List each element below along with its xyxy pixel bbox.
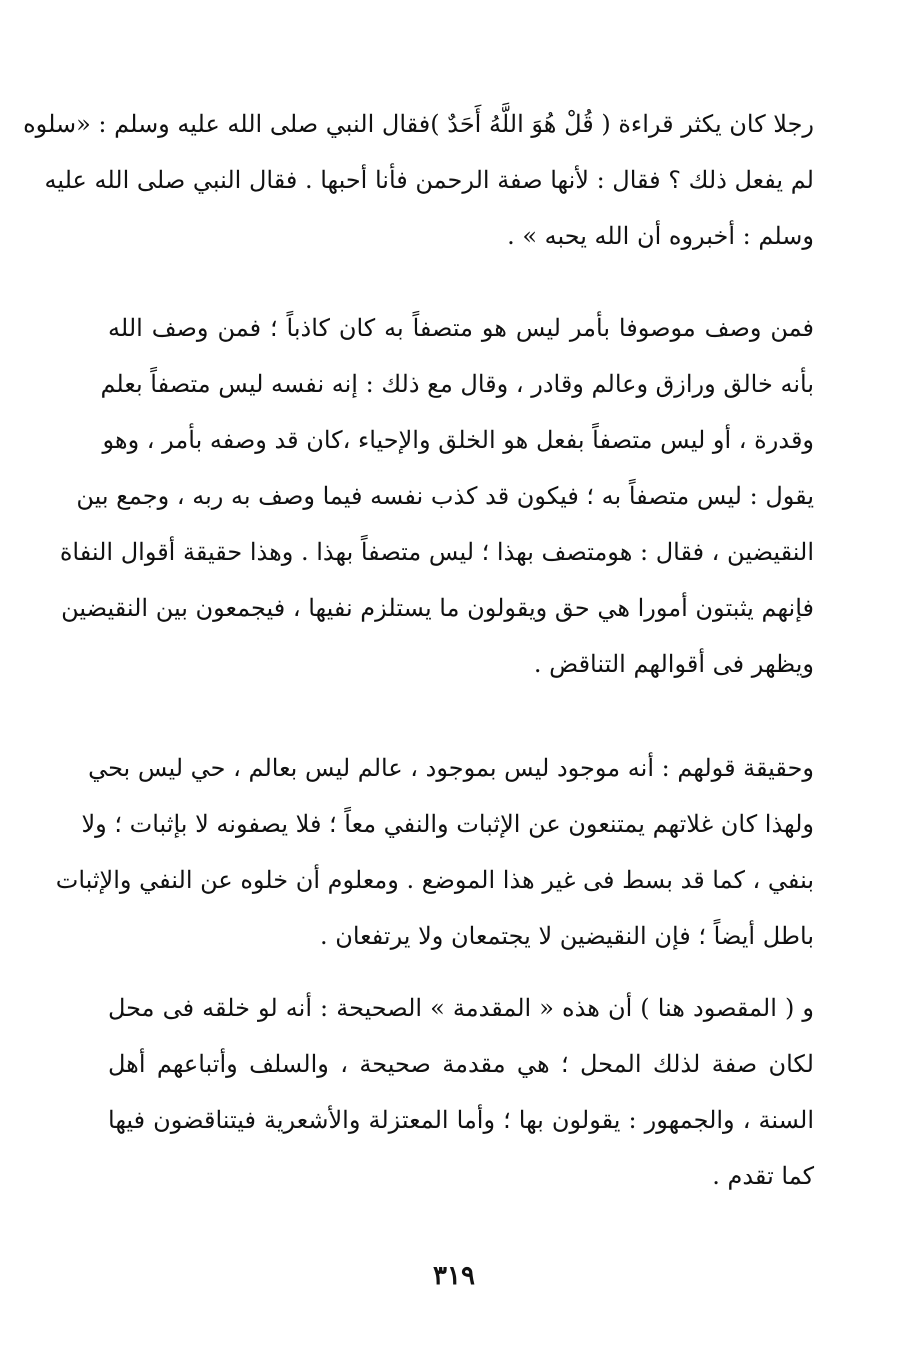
text-line: لكان صفة لذلك المحل ؛ هي مقدمة صحيحة ، والسلف وأتباعهم أهل xyxy=(108,1050,814,1078)
text-line: باطل أيضاً ؛ فإن النقيضين لا يجتمعان ولا يرتفعان . xyxy=(319,922,814,950)
paragraph-4 xyxy=(108,980,814,1204)
text-line: وحقيقة قولهم : أنه موجود ليس بموجود ، عالم ليس بعالم ، حي ليس بحي xyxy=(88,754,814,782)
text-line: رجلا كان يكثر قراءة ( قُلْ هُوَ اللَّهُ أَحَدٌ )فقال النبي صلى الله عليه وسلم : «سلوه xyxy=(23,110,814,138)
text-line: بأنه خالق ورازق وعالم وقادر ، وقال مع ذلك : إنه نفسه ليس متصفاً بعلم xyxy=(100,370,814,398)
text-line: وسلم : أخبروه أن الله يحبه » . xyxy=(507,222,814,250)
page-number: ٣١٩ xyxy=(433,1261,475,1291)
text-line: كما تقدم . xyxy=(712,1162,814,1190)
text-line: ولهذا كان غلاتهم يمتنعون عن الإثبات والنفي معاً ؛ فلا يصفونه لا بإثبات ؛ ولا xyxy=(81,810,814,838)
text-line: النقيضين ، فقال : هومتصف بهذا ؛ ليس متصفاً بهذا . وهذا حقيقة أقوال النفاة xyxy=(59,538,814,566)
text-line: لم يفعل ذلك ؟ فقال : لأنها صفة الرحمن فأنا أحبها . فقال النبي صلى الله عليه xyxy=(44,166,814,194)
text-line: فإنهم يثبتون أمورا هي حق ويقولون ما يستلزم نفيها ، فيجمعون بين النقيضين xyxy=(61,594,814,622)
text-line: يقول : ليس متصفاً به ؛ فيكون قد كذب نفسه فيما وصف به ربه ، وجمع بين xyxy=(76,482,814,510)
text-line: ويظهر فى أقوالهم التناقض . xyxy=(533,650,814,678)
text-line: وقدرة ، أو ليس متصفاً بفعل هو الخلق والإحياء ،كان قد وصفه بأمر ، وهو xyxy=(102,426,814,454)
paragraph-2 xyxy=(59,300,814,692)
text-line: السنة ، والجمهور : يقولون بها ؛ وأما المعتزلة والأشعرية فيتناقضون فيها xyxy=(108,1106,814,1134)
text-line: بنفي ، كما قد بسط فى غير هذا الموضع . ومعلوم أن خلوه عن النفي والإثبات xyxy=(55,866,814,894)
paragraph-1 xyxy=(23,96,814,264)
text-line: و ( المقصود هنا ) أن هذه « المقدمة » الصحيحة : أنه لو خلقه فى محل xyxy=(108,994,814,1022)
paragraph-3 xyxy=(55,740,814,964)
text-line: فمن وصف موصوفا بأمر ليس هو متصفاً به كان كاذباً ؛ فمن وصف الله xyxy=(108,314,814,342)
